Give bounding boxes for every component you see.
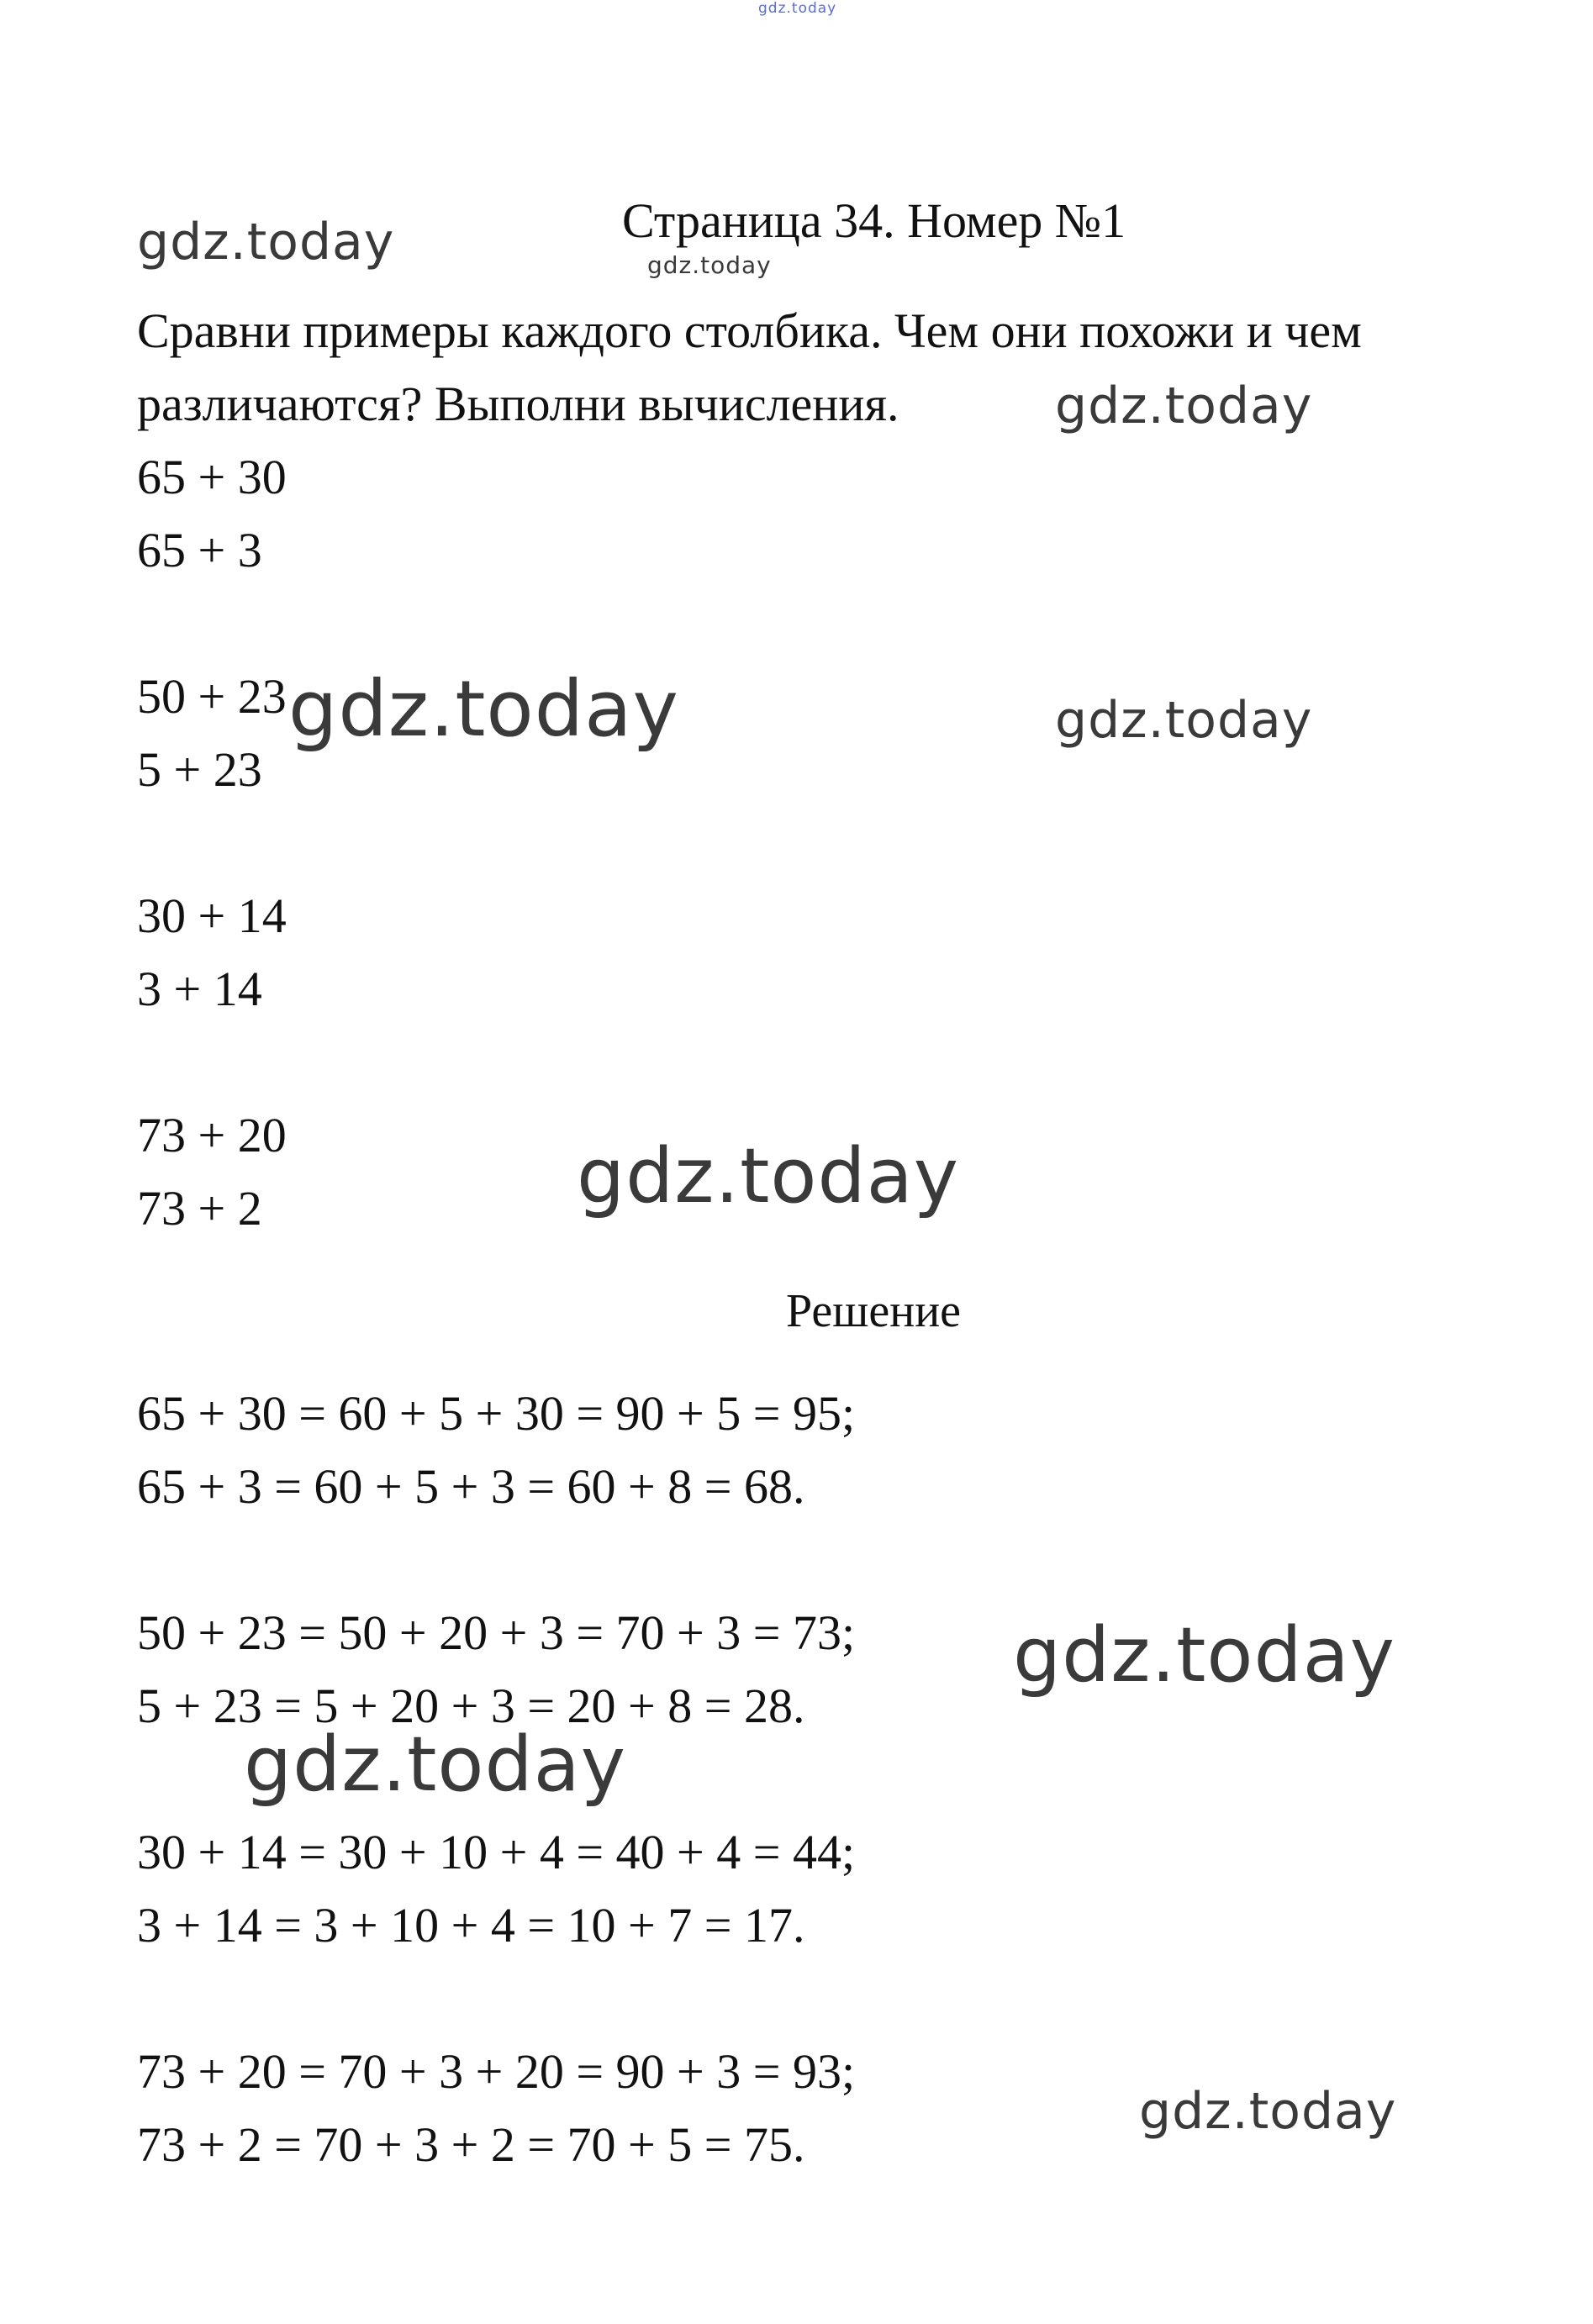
solution-line-8: 73 + 2 = 70 + 3 + 2 = 70 + 5 = 75. [137, 2117, 805, 2172]
solution-line-1: 65 + 30 = 60 + 5 + 30 = 90 + 5 = 95; [137, 1386, 856, 1441]
example-3: 50 + 23 [137, 669, 287, 724]
solution-heading: Решение [786, 1285, 962, 1337]
watermark-right-solution: gdz.today [1013, 1611, 1396, 1700]
example-8: 73 + 2 [137, 1181, 262, 1236]
watermark-under-title: gdz.today [647, 251, 772, 279]
solution-line-7: 73 + 20 = 70 + 3 + 20 = 90 + 3 = 93; [137, 2044, 856, 2099]
task-line-2: различаются? Выполни вычисления. [137, 377, 899, 431]
watermark-left-title: gdz.today [137, 213, 395, 271]
example-7: 73 + 20 [137, 1108, 287, 1162]
example-2: 65 + 3 [137, 523, 262, 577]
watermark-right-task: gdz.today [1055, 377, 1313, 435]
example-6: 3 + 14 [137, 962, 262, 1016]
example-1: 65 + 30 [137, 450, 287, 504]
task-line-1: Сравни примеры каждого столбика. Чем они похожи и чем [137, 303, 1362, 358]
solution-line-6: 3 + 14 = 3 + 10 + 4 = 10 + 7 = 17. [137, 1898, 805, 1952]
solution-line-3: 50 + 23 = 50 + 20 + 3 = 70 + 3 = 73; [137, 1605, 856, 1660]
example-5: 30 + 14 [137, 888, 287, 943]
watermark-right-mid: gdz.today [1055, 691, 1313, 750]
solution-line-4: 5 + 23 = 5 + 20 + 3 = 20 + 8 = 28. [137, 1678, 805, 1733]
solution-line-2: 65 + 3 = 60 + 5 + 3 = 60 + 8 = 68. [137, 1459, 805, 1514]
solution-line-5: 30 + 14 = 30 + 10 + 4 = 40 + 4 = 44; [137, 1825, 856, 1879]
watermark-large-left: gdz.today [288, 664, 679, 754]
watermark-left-solution: gdz.today [244, 1721, 627, 1809]
watermark-top-center: gdz.today [758, 0, 837, 17]
watermark-bottom-right: gdz.today [1139, 2082, 1397, 2141]
page-title: Страница 34. Номер №1 [622, 193, 1126, 248]
watermark-center-large: gdz.today [577, 1132, 960, 1220]
example-4: 5 + 23 [137, 742, 262, 797]
